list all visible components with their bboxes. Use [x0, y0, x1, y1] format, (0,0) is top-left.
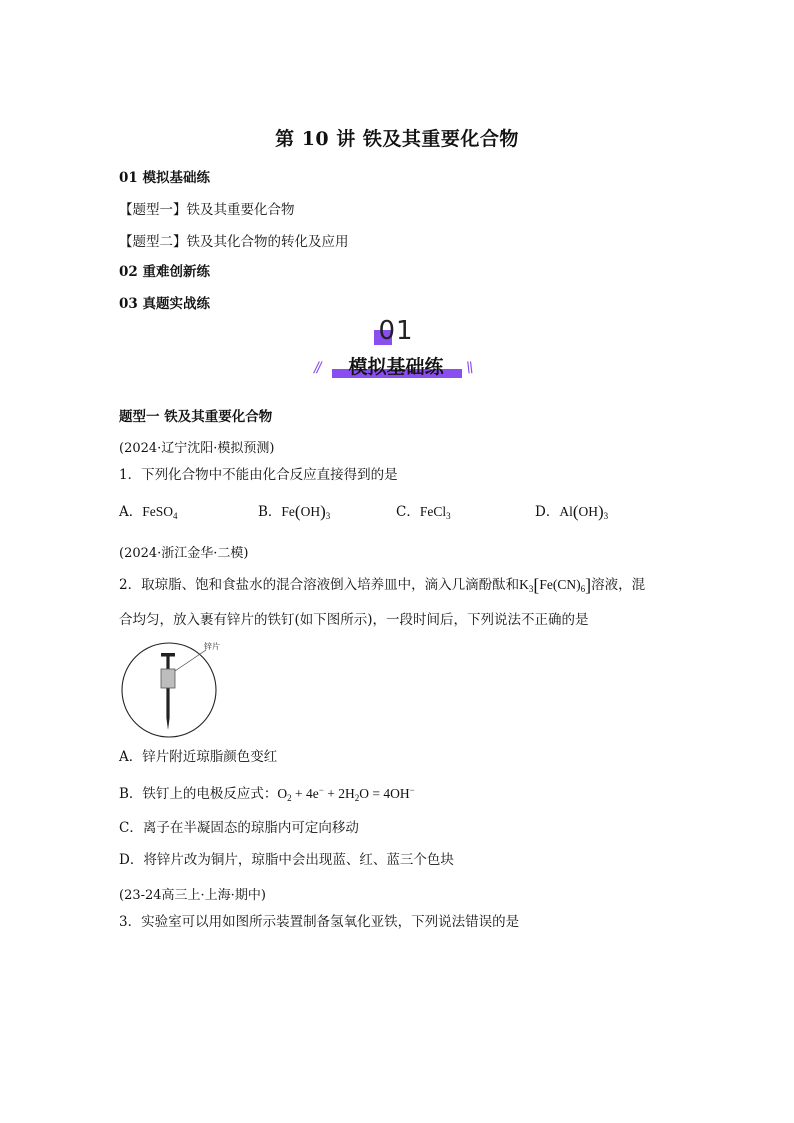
q1-option-c-letter: C．	[396, 504, 420, 520]
zinc-label-leader	[175, 650, 206, 671]
q1-option-c	[396, 505, 451, 520]
toc-section-1: 01 模拟基础练	[119, 170, 210, 186]
q3-stem: 3．实验室可以用如图所示装置制备氢氧化亚铁，下列说法错误的是	[119, 914, 520, 930]
q1-option-b-formula: $Fe(OH)_3$	[281, 502, 331, 521]
banner-label: 模拟基础练	[348, 356, 444, 378]
q1-option-d	[535, 502, 609, 521]
q2-stem-part-a: 2．取琼脂、饱和食盐水的混合溶液倒入培养皿中，滴入几滴酚酞和	[119, 577, 520, 593]
q1-option-a-letter: A．	[119, 504, 143, 520]
q1-option-d-formula: $Al(OH)_3$	[559, 502, 609, 521]
nail-tip	[166, 718, 169, 730]
zinc-iron-nail-figure	[120, 640, 230, 740]
q1-option-a	[119, 505, 178, 520]
q1-option-a-formula: FeSO$_4$	[142, 504, 178, 521]
q2-option-b-text: B．铁钉上的电极反应式：	[119, 786, 278, 802]
zinc-label: 锌片	[204, 642, 220, 651]
toc-section-3: 03 真题实战练	[119, 296, 210, 312]
q1-source: (2024·辽宁沈阳·模拟预测)	[119, 441, 275, 456]
q2-option-a: A．锌片附近琼脂颜色变红	[119, 749, 278, 765]
section-title: 题型一 铁及其重要化合物	[119, 409, 273, 425]
section-banner	[310, 314, 482, 384]
q2-option-c: C．离子在半凝固态的琼脂内可定向移动	[119, 820, 359, 836]
q1-option-b-letter: B．	[258, 504, 282, 520]
toc-section-2: 02 重难创新练	[119, 264, 210, 280]
q2-electrode-equation: $O_2 + 4e^- + 2H_2O = 4OH^-$	[277, 785, 415, 803]
q2-option-d: D．将锌片改为铜片，琼脂中会出现蓝、红、蓝三个色块	[119, 852, 454, 868]
q2-option-b	[119, 787, 415, 802]
q2-stem-part-b: 溶液，混	[591, 577, 646, 593]
q1-option-d-letter: D．	[535, 504, 560, 520]
toc-topic-1: 【题型一】铁及其重要化合物	[119, 202, 295, 218]
q1-option-c-formula: FeCl$_3$	[419, 504, 451, 521]
q2-stem-line1	[119, 575, 646, 595]
q1-stem: 1．下列化合物中不能由化合反应直接得到的是	[119, 467, 398, 483]
q1-option-b	[258, 502, 331, 521]
nail-head	[161, 653, 175, 657]
q2-source: (2024·浙江金华·二模)	[119, 546, 249, 561]
banner-slash-left: //	[314, 360, 320, 376]
q3-source: (23-24高三上·上海·期中)	[119, 888, 266, 903]
toc-topic-2: 【题型二】铁及其化合物的转化及应用	[119, 234, 349, 250]
q2-reagent-formula: $K_3[Fe(CN)_6]$	[519, 575, 592, 595]
page-title: 第 10 讲 铁及其重要化合物	[275, 128, 519, 150]
banner-number: 01	[378, 316, 414, 346]
zinc-sheet	[161, 669, 175, 688]
q2-stem-line2: 合均匀，放入裹有锌片的铁钉(如下图所示)，一段时间后，下列说法不正确的是	[119, 612, 589, 628]
banner-slash-right: \\	[466, 360, 472, 376]
